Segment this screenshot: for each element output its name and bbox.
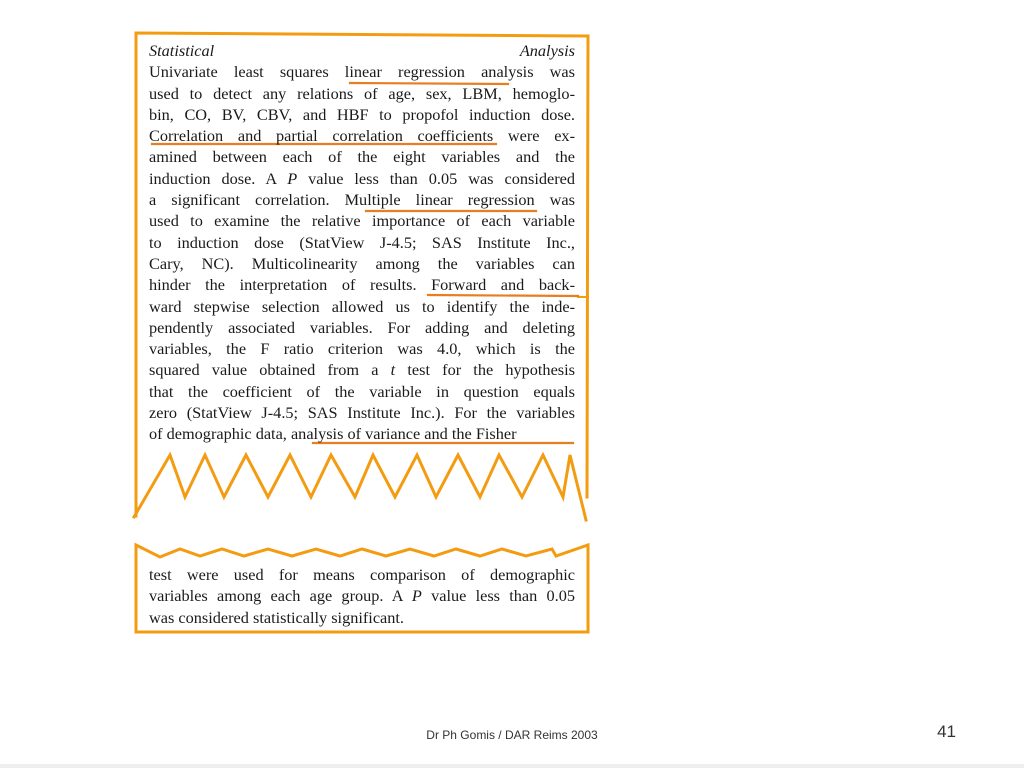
text-line: test were used for means comparison of demographic bbox=[149, 565, 575, 584]
excerpt-top bbox=[149, 40, 575, 445]
text-line: squared value obtained from a t test for the hypothesis bbox=[149, 360, 575, 380]
text-line: was considered statistically significant. bbox=[149, 607, 405, 627]
text-line: variables, the F ratio criterion was 4.0, which is the bbox=[149, 339, 575, 359]
text-line: zero (StatView J-4.5; SAS Institute Inc.). For the variables bbox=[149, 403, 575, 423]
text-line: pendently associated variables. For adding and deleting bbox=[149, 317, 575, 337]
text-line: Univariate least squares linear regression analysis was bbox=[149, 62, 575, 82]
text-line: ward stepwise selection allowed us to identify the inde- bbox=[149, 296, 575, 316]
bottom-rule bbox=[0, 764, 1024, 768]
text-line: amined between each of the eight variables and the bbox=[149, 147, 575, 167]
text-line: of demographic data, analysis of variance and the Fisher bbox=[149, 424, 517, 444]
text-line: that the coefficient of the variable in question equals bbox=[149, 381, 575, 401]
page-number: 41 bbox=[937, 722, 956, 741]
text-line: a significant correlation. Multiple linear regression was bbox=[149, 190, 575, 210]
text-line: to induction dose (StatView J-4.5; SAS Institute Inc., bbox=[149, 232, 575, 252]
text-line: Correlation and partial correlation coefficients were ex- bbox=[149, 126, 575, 146]
text-line: bin, CO, BV, CBV, and HBF to propofol induction dose. bbox=[149, 104, 575, 124]
excerpt-top-lines bbox=[149, 61, 575, 444]
footer-credit: Dr Ph Gomis / DAR Reims 2003 bbox=[426, 728, 598, 742]
text-line: induction dose. A P value less than 0.05 was considered bbox=[149, 168, 575, 188]
tear-zigzag bbox=[134, 455, 586, 520]
text-line: used to examine the relative importance of each variable bbox=[149, 211, 575, 231]
text-line: variables among each age group. A P value less than 0.05 bbox=[149, 586, 575, 606]
text-line: used to detect any relations of age, sex, LBM, hemoglo- bbox=[149, 83, 575, 103]
text-line: hinder the interpretation of results. Forward and back- bbox=[149, 275, 575, 295]
excerpt-bottom bbox=[149, 564, 575, 628]
text-line: Cary, NC). Multicolinearity among the variables can bbox=[149, 253, 575, 273]
excerpt-bottom-lines bbox=[149, 564, 575, 628]
section-heading: Statistical Analysis bbox=[149, 41, 575, 60]
